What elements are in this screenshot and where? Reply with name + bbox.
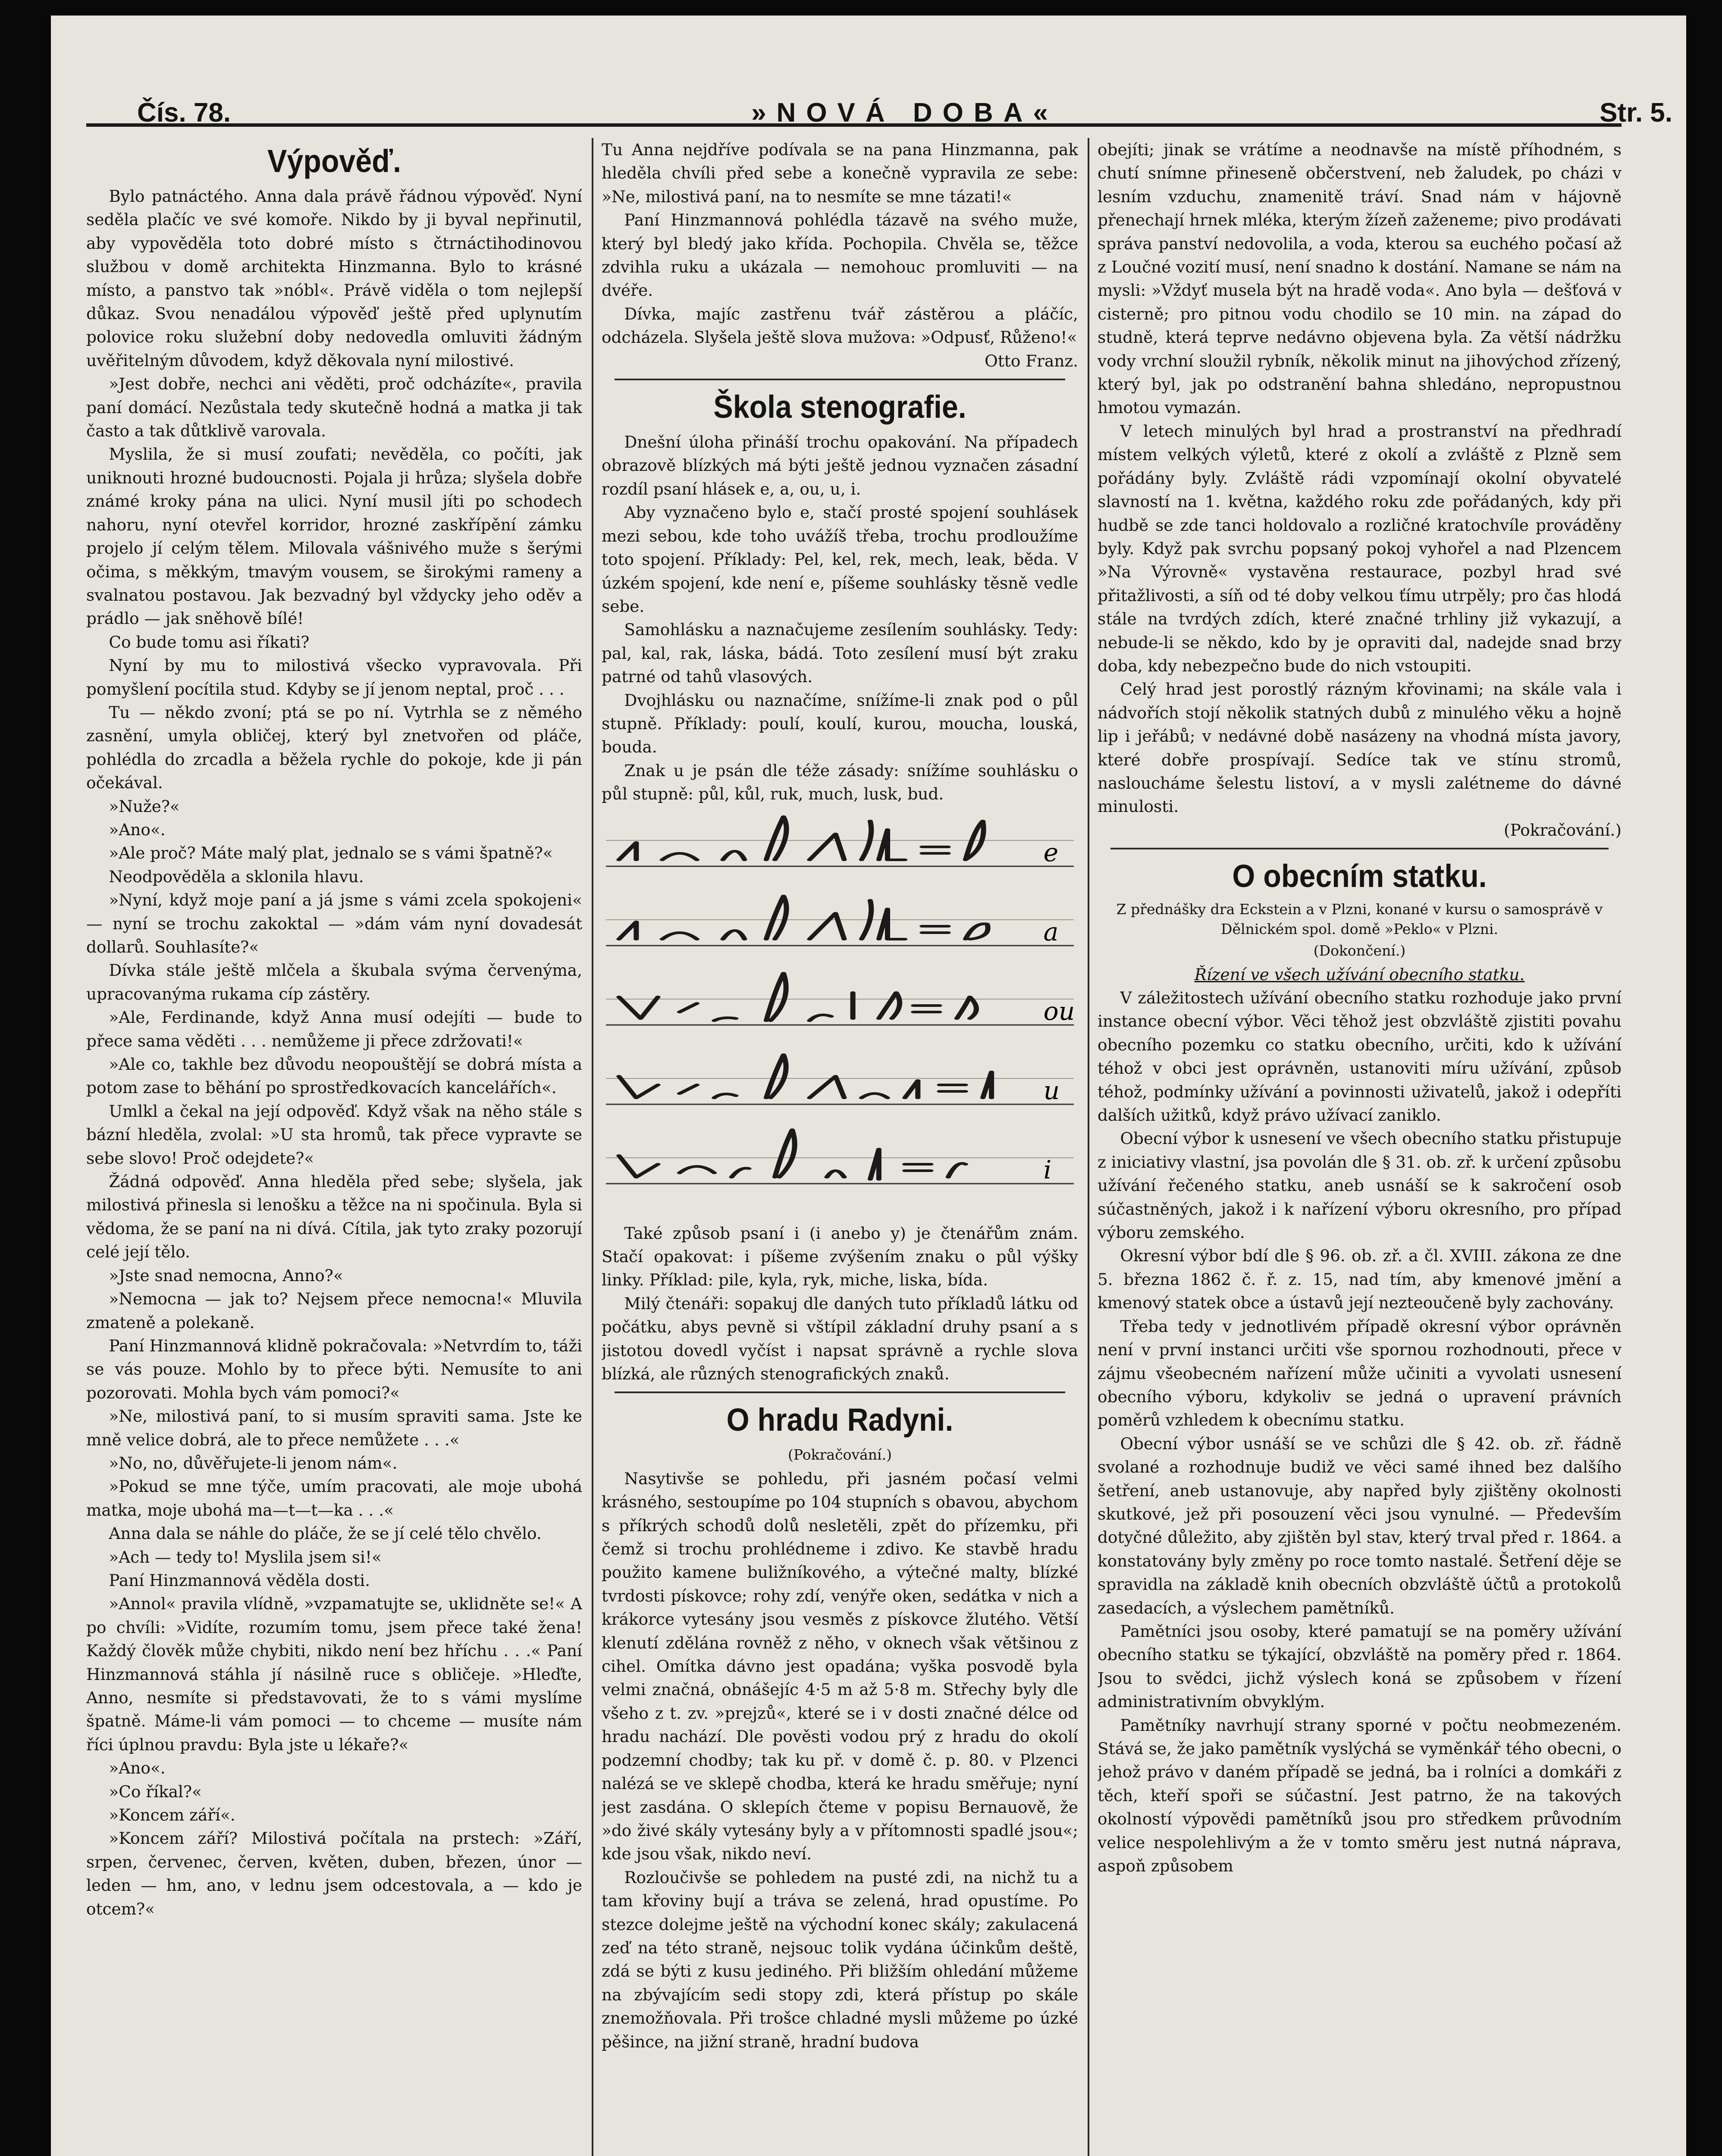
column-divider	[592, 138, 593, 2156]
article-separator	[615, 379, 1065, 380]
paragraph: Rozloučivše se pohledem na pusté zdi, na nichž tu a tam křoviny bují a tráva se zelená, hrad opustíme. Po stezce dolejme ještě na východní konec skály; zakulacená zeď na této straně, nejsouc tolik vydána účinkům deště, zdá se býti z kusu jediného. Při bližším ohledání můžeme na zbývajícím sedi stopy zdi, která přístup po skále znemožňovala. Při trošce chladné mysli můžeme po úzké pěšince, na jižní straně, hradní budova	[602, 1868, 1078, 2051]
article-title-vypoved: Výpověď.	[267, 143, 401, 179]
page-number: Str. 5.	[1600, 98, 1672, 128]
paragraph: »Ale, Ferdinande, když Anna musí odejíti — bude to přece sama věděti . . . nemůžeme ji přece zdržovati!«	[86, 1008, 582, 1050]
page-header	[137, 97, 1672, 136]
article-body-vypoved	[86, 185, 582, 1921]
paragraph: »Ale co, takhle bez důvodu neopouštějí se dobrá místa a potom zase to běhání po sprostředkovacích kancelářích«.	[86, 1055, 582, 1097]
paragraph: Obecní výbor k usnesení ve všech obecního statku přistupuje z iniciativy vlastní, jsa povolán dle § 31. ob. zř. k určení způsobu užívání řečeného statku, aneb usnáší se k sakročení osob súčastněných, jakož i k nařízení výboru okresního, pro případ výboru zemského.	[1098, 1129, 1622, 1242]
steno-strokes	[619, 1130, 966, 1179]
paragraph: Obecní výbor usnáší se ve schůzi dle § 42. ob. zř. řádně svolané a rozhodnuje budiž ve věci samé ihned bez dalšího šetření, aneb ustanovuje, aby napřed byly zjištěny okolnosti skutkové, jež při posouzení věci jsou vynulné. — Především dotyčné důležito, aby zjištěn byl stav, který trval před r. 1864. a konstatovány byly změny po roce tomto nastalé. Šetření děje se spravidla na základě knih obecních obzvláště účtů a protokolů zasedacích, a výslechem pamětníků.	[1098, 1434, 1622, 1617]
column-divider	[1088, 138, 1089, 2156]
paragraph: Milý čtenáři: sopakuj dle daných tuto příkladů látku od počátku, abys pevně si vštípil základní druhy psaní a s jistotou dovedl vyčíst i napsat správně a rychle slova blízká, ale různých stenografických znaků.	[602, 1294, 1078, 1383]
paragraph: Pamětníci jsou osoby, které pamatují se na poměry užívání obecního statku se týkající, obzvláště na poměry před r. 1864. Jsou to svědci, jichž výslech koná se způsobem v řízení administrativním obvyklým.	[1098, 1621, 1622, 1711]
paragraph: Paní Hinzmannová věděla dosti.	[109, 1570, 370, 1590]
masthead-title: »NOVÁ DOBA«	[751, 98, 1058, 128]
article-separator	[1110, 848, 1609, 849]
header-rule	[86, 123, 1622, 127]
steno-row-5	[606, 1130, 1074, 1185]
paragraph: »Koncem září«.	[109, 1805, 235, 1825]
paragraph: »Ach — tedy to! Myslila jsem si!«	[109, 1547, 382, 1567]
paragraph: »Koncem září? Milostivá počítala na prstech: »Září, srpen, červenec, červen, květen, duben, březen, únor — leden — hm, ano, v lednu jsem odcestovala, a — kdo je otcem?«	[86, 1829, 582, 1918]
paragraph: »Jest dobře, nechci ani věděti, proč odcházíte«, pravila paní domácí. Nezůstala tedy skutečně hodná a matka ji tak často a tak důtklivě varovala.	[86, 374, 582, 441]
paragraph: obejíti; jinak se vrátíme a neodnavše na místě příhodném, s chutí snímne přineseně občerstvení, neb žaludek, po cházi v lesním vzduchu, znamenitě tráví. Snad nám v hájovně přenechají hrnek mléka, kterým žízeň zaženeme; pivo prodávati správa panství nedovolila, a voda, kterou sa euchého počasí až z Loučné vozití musí, není snadno k dostání. Namane se nám na mysli: »Vždyť musela být na hradě voda«. Ano byla — dešťová v cisterně; pro pitnou vodu chodilo se 10 min. na západ do studně, která teprve nedávno objevena byla. Za větší nádržku vody vrchní sloužil rybník, několik minut na jihovýchod zřízený, který byl, jak po odstranění bahna shledáno, nepropustnou hmotou vymazán.	[1098, 140, 1622, 417]
lecture-note: Z přednášky dra Eckstein a v Plzni, konané v kursu o samosprávě v Dělnickém spol. domě »Peklo« v Plzni.	[1116, 901, 1603, 938]
paragraph: »Jste snad nemocna, Anno?«	[109, 1266, 343, 1285]
paragraph: Třeba tedy v jednotlivém případě okresní výbor oprávněn není v první instanci určiti vše spornou rozhodnouti, přece v zájmu všeobecném nařízení může učiniti a vyvolati usnesení obecního výboru, kdykoliv se jedná o upravení právních poměrů vzhledem k obecnímu statku.	[1098, 1316, 1622, 1430]
steno-row-label: i	[1043, 1155, 1052, 1185]
paragraph: Dvojhlásku ou naznačíme, snížíme-li znak pod o půl stupně. Příklady: poulí, koulí, kurou, moucha, louská, bouda.	[602, 690, 1078, 757]
article-separator	[615, 1391, 1065, 1393]
paragraph: »Annol« pravila vlídně, »vzpamatujte se, uklidněte se!« A po chvíli: »Vidíte, rozumím tomu, jsem přece také žena! Každý člověk může chybiti, nikdo není bez hříchu . . .« Paní Hinzmannová stáhla jí násilně ruce s obličeje. »Hleďte, Anno, nesmíte si představovati, že to s vámi myslíme špatně. Máme-li vám pomoci — to chceme — musíte nám říci úplnou pravdu: Byla jste u lékaře?«	[86, 1594, 582, 1754]
paragraph: Dívka stále ještě mlčela a škubala svýma červenýma, upracovanýma rukama cíp zástěry.	[86, 961, 582, 1003]
issue-number: Čís. 78.	[137, 98, 231, 128]
paragraph: »Co říkal?«	[109, 1782, 202, 1801]
paragraph: Nyní by mu to milostivá všecko vypravovala. Při pomyšlení pocítila stud. Kdyby se jí jenom neptal, proč . . .	[86, 656, 582, 699]
steno-row-label: u	[1043, 1075, 1060, 1105]
paragraph: Neodpověděla a sklonila hlavu.	[109, 867, 364, 886]
paragraph: Dívka, majíc zastřenu tvář zástěrou a pláčíc, odcházela. Slyšela ještě slova mužova: »Odpusť, Růženo!«	[602, 304, 1078, 347]
paragraph: Samohlásku a naznačujeme zesílením souhlásky. Tedy: pal, kal, rak, láska, bádá. Toto zesílení musí být zraku patrné od tahů vlasových.	[602, 620, 1078, 686]
steno-strokes	[619, 896, 988, 939]
continuation-note: (Pokračování.)	[788, 1446, 892, 1463]
article-title-obecni: O obecním statku.	[1232, 858, 1487, 894]
paragraph: »Ano«.	[109, 820, 166, 839]
paragraph: Myslila, že si musí zoufati; nevěděla, co počíti, jak uniknouti hrozné budoucnosti. Pojala ji hrůza; slyšela dobře známé kroky pána na ulici. Nyní musil jíti po schodech nahoru, nyní otevřel korridor, hrozné zaskřípění zámku projelo jí celým tělem. Milovala vášnivého muže s šerými očima, s měkkým, tmavým vousem, se širokými rameny a svalnatou postavou. Jak bezvadný byl vždycky jeho oděv a prádlo — jak sněhově bílé!	[86, 445, 582, 628]
article-continuation-radyne	[1098, 138, 1622, 842]
column-2	[602, 138, 1078, 2156]
paragraph: Tu Anna nejdříve podívala se na pana Hinzmanna, pak hleděla chvíli před sebe a konečně vypravila ze sebe: »Ne, milostivá paní, na to nesmíte se mne tázati!«	[602, 140, 1078, 206]
paragraph: Celý hrad jest porostlý rázným křovinami; na skále vala i nádvořích stojí několik statných dubů z minulého věku a hojně lip i jeřábů; v nedávné době nasázeny na vhodná místa javory, které dobře prospívají. Sedíce tak ve stínu stromů, nasloucháme šelestu listoví, a v mysli zalétneme do dávné minulosti.	[1098, 680, 1622, 816]
paragraph: Okresní výbor bdí dle § 96. ob. zř. a čl. XVIII. zákona ze dne 5. března 1862 č. ř. z. 15, nad tím, aby kmenové jmění a kmenový statek obce a ústavů její nezteoučeně byly zachovány.	[1098, 1246, 1622, 1313]
steno-row-3	[606, 973, 1075, 1026]
article-title-steno: Škola stenografie.	[713, 389, 966, 425]
paragraph: Umlkl a čekal na její odpověď. Když však na něho stále s bázní hleděla, zvolal: »U sta hromů, tak přece vypravte se sebe slovo! Proč odejdete?«	[86, 1101, 582, 1168]
paragraph: Co bude tomu asi říkati?	[109, 632, 310, 652]
paragraph: Tu — někdo zvoní; ptá se po ní. Vytrhla se z němého zasnění, umyla obličej, který byl znetvořen od pláče, pohlédla do zrcadla a běžela rychle do pokoje, kde ji pán očekával.	[86, 702, 582, 793]
paragraph: Aby vyznačeno bylo e, stačí prosté spojení souhlásek mezi sebou, kde toho uvážíš třeba, trochu prodloužíme toto spojení. Příklady: Pel, kel, rek, mech, leak, běda. V úzkém spojení, kde není e, píšeme souhlásky těsně vedle sebe.	[602, 503, 1078, 616]
article-body-steno	[602, 430, 1078, 806]
paragraph: »Nemocna — jak to? Nejsem přece nemocna!« Mluvila zmateně a polekaně.	[86, 1289, 582, 1332]
steno-row-label: a	[1043, 917, 1059, 946]
paragraph: Dnešní úloha přináší trochu opakování. Na případech obrazově blízkých má býti ještě jednou vyznačen zásadní rozdíl psaní hlásek e, a, ou, u, i.	[602, 432, 1078, 498]
steno-row-label: e	[1043, 837, 1059, 867]
paragraph: Nasytivše se pohledu, při jasném počasí velmi krásného, sestoupíme po 104 stupních s obavou, abychom s příkrých schodů dolů nesletěli, zpět do přízemku, při čemž si trochu prohlédneme i zdivo. Ke stavbě hradu použito kamene buližníkového, a výtečné malty, blízké tvrdosti pískovce; rohy zdí, venýře oken, sedátka v nich a krákorce vytesány jsou vesměs z pískovce žlutého. Větší klenutí zdělána rovněž z něho, v oknech však většinou z cihel. Omítka dávno jest opadána; vyška posvodě byla velmi značná, obnášejíc 4·5 m až 5·8 m. Střechy byly dle všeho z t. zv. »prejzů«, které se i v dosti značné délce od hradu nachází. Dle pověsti vodou prý z hradu do okolí podzemní chodby; tak ku př. v domě č. p. 80. v Plzenci nalézá se ve sklepě chodba, která ke hradu směřuje; nyní jest zasdána. O sklepích čteme v popisu Bernauově, že »do živé skály vytesány byly a v přítomnosti spadlé jsou«; kde jsou však, nikdo neví.	[602, 1469, 1078, 1864]
paragraph: »Pokud se mne týče, umím pracovati, ale moje ubohá matka, moje ubohá ma—t—t—ka . . .«	[86, 1477, 582, 1520]
article-body-radyne	[602, 1467, 1078, 2053]
paragraph: Anna dala se náhle do pláče, že se jí celé tělo chvělo.	[109, 1524, 542, 1543]
column-1	[86, 138, 582, 2156]
paragraph: »Ne, milostivá paní, to si musím spraviti sama. Jste ke mně velice dobrá, ale to přece nemůžete . . .«	[86, 1407, 582, 1449]
paragraph: Paní Hinzmannová klidně pokračovala: »Netvrdím to, táži se vás pouze. Mohlo by to přece býti. Nemusíte to ani pozorovati. Mohla bych vám pomoci?«	[86, 1336, 582, 1402]
stenography-figure	[602, 815, 1078, 1211]
paragraph: Bylo patnáctého. Anna dala právě řádnou výpověď. Nyní seděla plačíc ve své komoře. Nikdo by ji byval nepřinutil, aby vypověděla toto dobré místo s čtrnáctihodinovou službou v domě architekta Hinzmanna. Bylo to krásné místo, a panstvo tak »nóbl«. Právě viděla o tom nejlepší důkaz. Svou nenadálou výpověď ještě před uplynutím polovice roku služební doby nedovedla omluviti žádným uvěřitelným důvodem, když děkovala nyní milostivé.	[86, 187, 582, 370]
paragraph: Žádná odpověď. Anna hleděla před sebe; slyšela, jak milostivá přinesla si lenošku a těžce na ni spočinula. Byla si vědoma, že se paní na ni dívá. Cítila, jak tyto zraky pozorují celé její tělo.	[86, 1172, 582, 1262]
paragraph: »No, no, důvěřujete-li jenom nám«.	[109, 1453, 398, 1473]
steno-row-4	[606, 1055, 1074, 1105]
steno-strokes	[619, 973, 976, 1021]
paragraph: »Ale proč? Máte malý plat, jednalo se s vámi špatně?«	[109, 843, 553, 863]
paragraph: Pamětníky navrhují strany sporné v počtu neobmezeném. Stává se, že jako pamětník vyslýchá se vyměnkář tého obecni, o jehož právo v daném případě se jedná, ba i rolníci a domkáři z těch, kteří spoři se súčastní. Jest patrno, že na takových okolností výpovědi pamětníků jsou pro středkem průvodním velice nespolehlivým a že v tomto směru jest nutná náprava, aspoň způsobem	[1098, 1715, 1622, 1876]
paragraph: »Nyní, když moje paní a já jsme s vámi zcela spokojeni« — nyní se trochu zakoktal — »dám vám nyní dovadesát dollarů. Souhlasíte?«	[86, 890, 582, 956]
steno-row-1	[606, 817, 1074, 867]
paragraph: V záležitostech užívání obecního statku rozhoduje jako první instance obecní výbor. Věci těhož jest obzvláště zjistiti povahu obecního pozemku co statku obecního, určiti, kdo k užívání téhož v obci jest oprávněn, ustanoviti míru užívání, způsob téhož, podmínky užívání a povinnosti uživatelů, jakož i odepříti dalších užitků, když právo užívací zaniklo.	[1098, 988, 1622, 1125]
steno-row-2	[606, 896, 1074, 946]
paragraph: »Nuže?«	[109, 796, 180, 816]
article-title-radyne: O hradu Radyni.	[726, 1402, 954, 1438]
conclusion-note: (Dokončení.)	[1313, 942, 1406, 959]
paragraph: V letech minulých byl hrad a prostranství na předhradí místem velkých výletů, které z okolí a zvláště z Plzně sem pořádány byly. Zvláště rádi vzpomínají okolní obyvatelé slavností na 1. května, každého roku zde pořádaných, kdy při hudbě se zde tanci holdovalo a rozličné kratochvíle prováděny byly. Když pak svrchu popsaný pokoj vyhořel a nad Plzencem »Na Výrovně« vystavěna restaurace, pozbyl hrad své přitažlivosti, a síň od té doby velkou ťímu utrpěly; pro čas hlodá stále na tvrdých zdích, které značné trhliny již vykazují, a nebude-li se někdo, kdo by je opraviti dal, nadejde snad brzy doba, kdy nebezpečno bude do nich vstoupiti.	[1098, 421, 1622, 675]
article-continuation-vypoved	[602, 138, 1078, 349]
stenography-lines	[602, 815, 1078, 1211]
continued-note: (Pokračování.)	[1504, 820, 1622, 840]
paragraph: Také způsob psaní i (i anebo y) je čtenářům znám. Stačí opakovat: i píšeme zvýšením znaku o půl výšky linky. Příklad: pile, kyla, ryk, miche, liska, bída.	[602, 1223, 1078, 1290]
steno-strokes	[619, 817, 983, 860]
section-heading: Řízení ve všech užívání obecního statku.	[1194, 965, 1525, 984]
column-3	[1098, 138, 1622, 2156]
article-body-obecni	[1098, 986, 1622, 1877]
author-signature: Otto Franz.	[985, 351, 1078, 370]
paragraph: Znak u je psán dle téže zásady: snížíme souhlásku o půl stupně: půl, kůl, ruk, much, lusk, bud.	[602, 761, 1078, 804]
paragraph: »Ano«.	[109, 1758, 166, 1778]
article-body-steno-2	[602, 1222, 1078, 1386]
paragraph: Paní Hinzmannová pohlédla tázavě na svého muže, který byl bledý jako křída. Pochopila. Chvěla se, těžce zdvihla ruku a ukázala — nemohouc promluviti — na dvéře.	[602, 210, 1078, 300]
steno-row-label: ou	[1043, 996, 1075, 1026]
steno-strokes	[619, 1055, 991, 1098]
